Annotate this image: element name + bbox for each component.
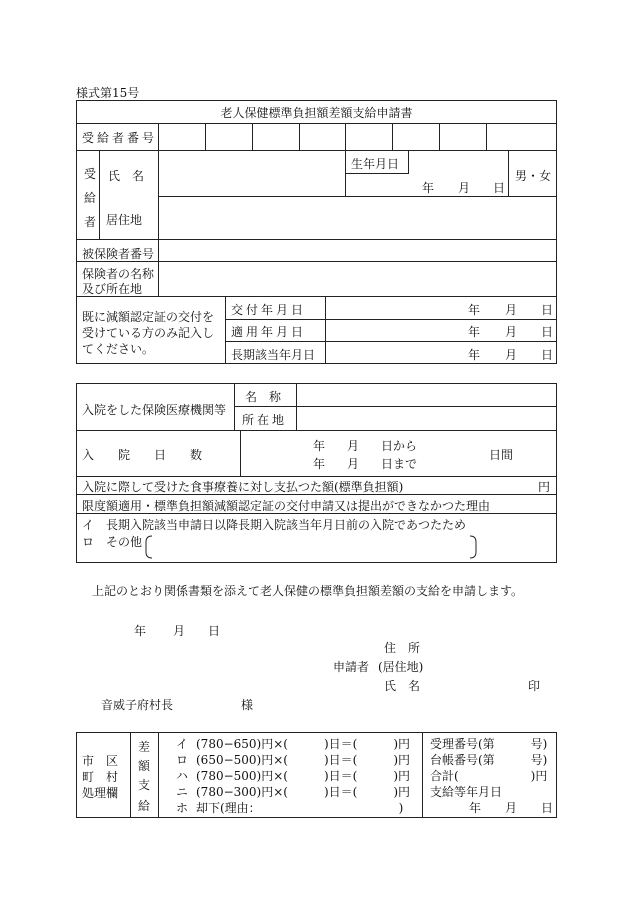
form-number: 様式第15号 (76, 86, 140, 100)
recipient-vertical-1: 受 (84, 167, 97, 181)
recipient-number-digit-4[interactable] (300, 124, 345, 149)
declaration-text: 上記のとおり関係書類を添えて老人保健の標準負担額差額の支給を申請します。 (92, 584, 524, 598)
recipient-number-label: 受給者番号 (82, 131, 158, 145)
reason-other-field[interactable] (156, 536, 472, 558)
form-title: 老人保健標準負担額差額支給申請書 (220, 106, 413, 120)
reason-b[interactable]: ロ その他 (82, 535, 143, 549)
long-term-day-unit: 日 (541, 348, 554, 362)
dob-label: 生年月日 (351, 157, 400, 171)
calc-row-e: 却下(理由： ) (196, 801, 404, 815)
office-label-3: 処理欄 (82, 786, 119, 800)
name-field[interactable] (159, 151, 345, 195)
reason-a[interactable]: イ 長期入院該当申請日以降長期入院該当年月日前の入院であつたため (82, 518, 467, 532)
insured-number-label: 被保険者番号 (82, 247, 155, 261)
to-day-unit: 日まで (381, 457, 418, 471)
payment-month-unit: 月 (505, 801, 518, 815)
issue-date-label: 交付年月日 (231, 303, 307, 317)
meal-cost-label: 入院に際して受けた食事療養に対し支払つた額(標準負担額) (82, 480, 404, 494)
date-year-unit: 年 (134, 624, 147, 638)
recipient-number-digit-8[interactable] (487, 124, 556, 149)
office-label-2: 町 村 (82, 770, 119, 784)
office-vertical-1: 差 (138, 740, 151, 754)
payment-date-label: 支給等年月日 (430, 785, 503, 799)
issue-year-unit: 年 (468, 303, 481, 317)
insurer-label-1: 保険者の名称 (82, 267, 155, 281)
calc-row-e-key: ホ (176, 801, 189, 815)
recipient-vertical-2: 給 (84, 191, 97, 205)
days-unit: 日間 (489, 448, 514, 462)
recipient-number-digit-1[interactable] (159, 124, 205, 149)
receipt-number: 受理番号(第 号) (430, 737, 548, 751)
calc-row-d-key: ニ (176, 785, 189, 799)
to-year-unit: 年 (313, 457, 326, 471)
addressee-honorific: 様 (241, 698, 254, 712)
long-term-date-label: 長期該当年月日 (231, 348, 316, 362)
insurer-field[interactable] (159, 262, 556, 295)
applicant-name-label: 氏 名 (384, 679, 421, 693)
certificate-note-1: 既に減額認定証の交付を (82, 310, 215, 324)
issue-month-unit: 月 (505, 303, 518, 317)
payment-year-unit: 年 (469, 801, 482, 815)
date-day-unit: 日 (208, 624, 221, 638)
calc-row-a: (780−650)円×( )日＝( )円 (196, 737, 411, 751)
dob-year-unit: 年 (422, 181, 435, 195)
date-month-unit: 月 (173, 624, 186, 638)
calc-row-c: (780−500)円×( )日＝( )円 (196, 769, 411, 783)
recipient-number-digit-7[interactable] (440, 124, 486, 149)
applicant-address-label: 住 所 (384, 641, 421, 655)
office-vertical-2: 額 (138, 759, 151, 773)
apply-year-unit: 年 (468, 325, 481, 339)
dob-month-unit: 月 (458, 181, 471, 195)
addressee: 音威子府村長 (101, 698, 174, 712)
hospital-address-field[interactable] (297, 407, 556, 429)
meal-cost-field[interactable] (400, 477, 530, 493)
total-amount: 合計( )円 (430, 769, 548, 783)
apply-date-label: 適用年月日 (231, 325, 307, 339)
dob-day-unit: 日 (493, 181, 506, 195)
recipient-number-digit-5[interactable] (346, 124, 392, 149)
hospital-label: 入院をした保険医療機関等 (82, 403, 227, 417)
long-term-year-unit: 年 (468, 348, 481, 362)
name-label: 氏 名 (108, 169, 145, 183)
calc-row-a-key: イ (176, 737, 189, 751)
hospital-name-label: 名 称 (245, 390, 282, 404)
hospital-name-field[interactable] (297, 384, 556, 405)
meal-cost-yen: 円 (538, 480, 551, 494)
office-vertical-3: 支 (138, 778, 151, 792)
from-year-unit: 年 (313, 439, 326, 453)
calc-row-c-key: ハ (176, 769, 189, 783)
office-vertical-4: 給 (138, 799, 151, 813)
hospital-days-label: 入 院 日 数 (82, 448, 203, 462)
recipient-number-digit-6[interactable] (393, 124, 439, 149)
recipient-number-digit-3[interactable] (253, 124, 299, 149)
calc-row-b-key: ロ (176, 753, 189, 767)
ledger-number: 台帳番号(第 号) (430, 753, 548, 767)
seal-mark: 印 (528, 679, 541, 693)
apply-day-unit: 日 (541, 325, 554, 339)
certificate-note-3: てください。 (82, 342, 155, 356)
calc-row-d: (780−300)円×( )日＝( )円 (196, 785, 411, 799)
recipient-number-digit-2[interactable] (206, 124, 252, 149)
insured-number-field[interactable] (159, 240, 556, 260)
address-field[interactable] (159, 197, 556, 239)
hospital-address-label: 所在地 (242, 413, 288, 427)
from-month-unit: 月 (347, 439, 360, 453)
long-term-month-unit: 月 (505, 348, 518, 362)
calc-row-b: (650−500)円×( )日＝( )円 (196, 753, 411, 767)
office-label-1: 市 区 (82, 754, 119, 768)
from-day-unit: 日から (381, 439, 418, 453)
apply-month-unit: 月 (505, 325, 518, 339)
to-month-unit: 月 (347, 457, 360, 471)
insurer-label-2: 及び所在地 (82, 282, 143, 296)
certificate-note-2: 受けている方のみ記入し (82, 326, 215, 340)
recipient-vertical-3: 者 (84, 215, 97, 229)
issue-day-unit: 日 (541, 303, 554, 317)
gender-selector[interactable]: 男・女 (515, 169, 552, 183)
payment-day-unit: 日 (541, 801, 554, 815)
applicant-label: 申請者 (333, 660, 370, 674)
applicant-residence-label: (居住地) (378, 660, 424, 674)
reason-title: 限度額適用・標準負担額減額認定証の交付申請又は提出ができなかつた理由 (82, 499, 491, 513)
address-label: 居住地 (106, 213, 143, 227)
